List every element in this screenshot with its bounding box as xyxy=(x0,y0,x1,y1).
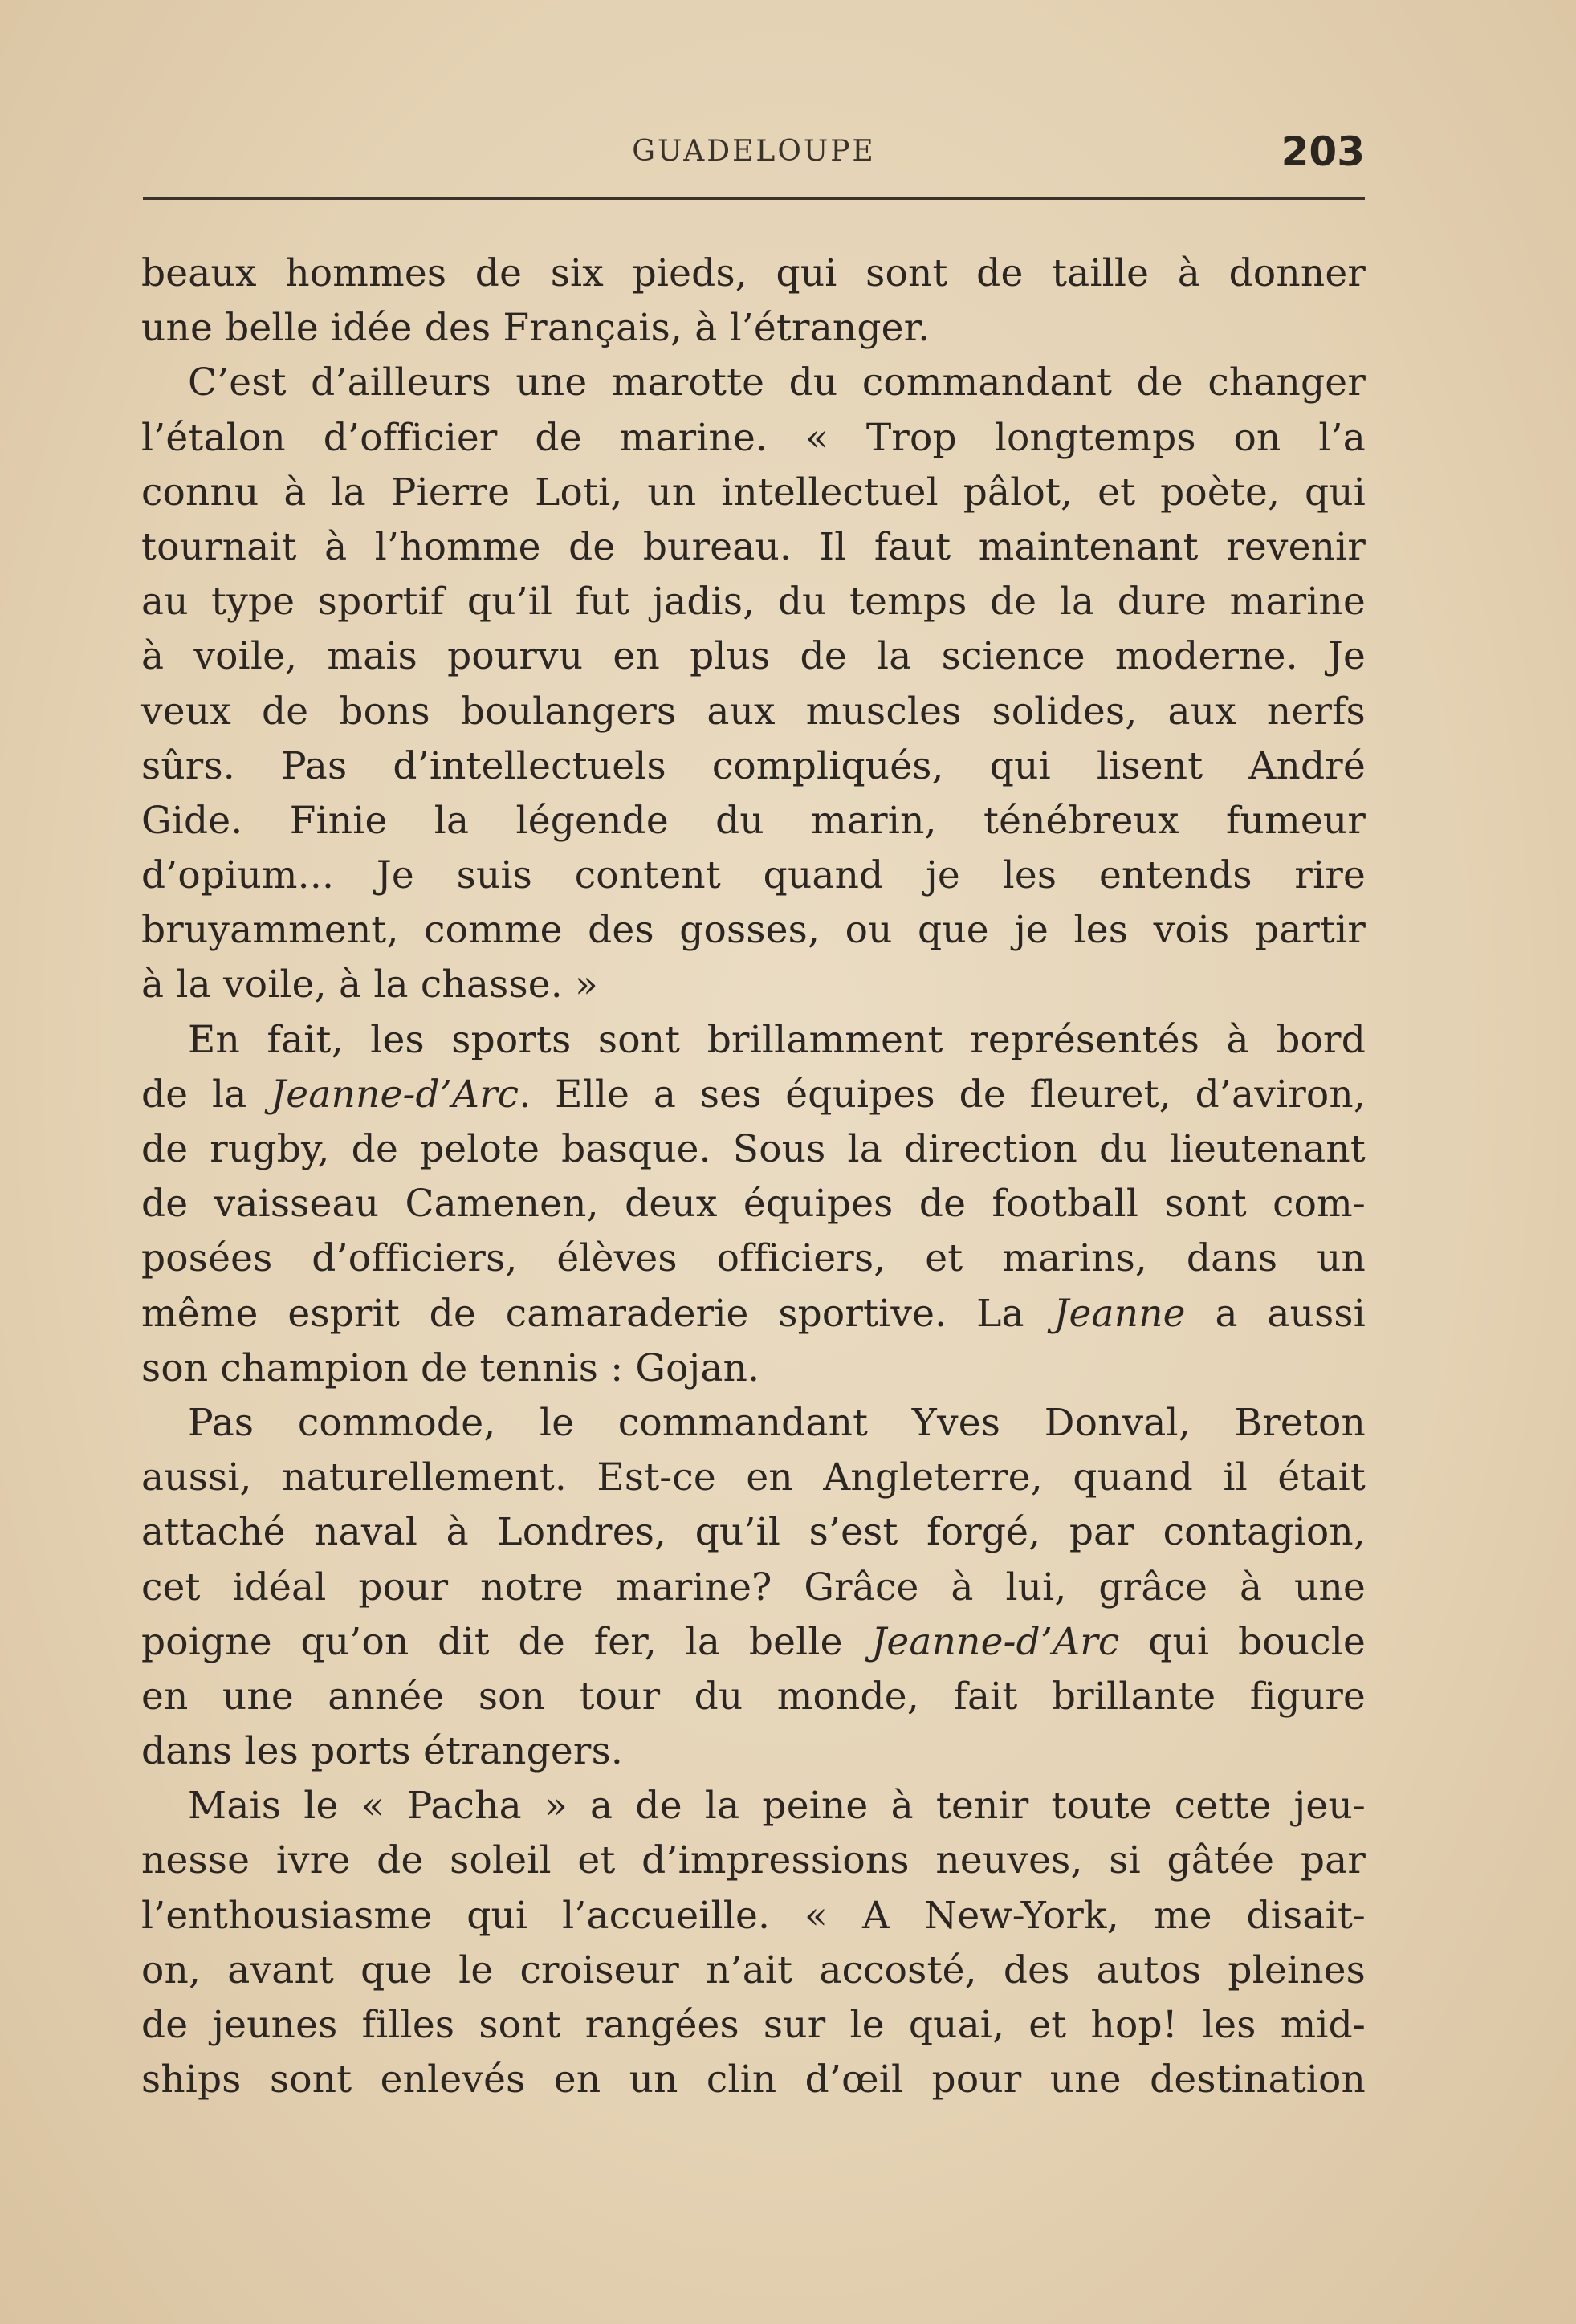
text-line xyxy=(141,1724,1366,1779)
text-line-content: connu à la Pierre Loti, un intellectuel pâlot, et poète, qui xyxy=(141,470,1366,515)
text-line-content: l’enthousiasme qui l’accueille. « A New-York, me disait- xyxy=(141,1893,1366,1938)
text-line-content: l’étalon d’officier de marine. « Trop longtemps on l’a xyxy=(141,415,1366,460)
text-line-content: beaux hommes de six pieds, qui sont de taille à donner xyxy=(141,251,1366,295)
text-line xyxy=(141,1122,1366,1177)
body-text xyxy=(141,246,1366,2107)
italic-ship-name: Jeanne xyxy=(1053,1291,1186,1336)
text-line-content: même esprit de camaraderie sportive. La xyxy=(141,1291,1054,1336)
text-line xyxy=(141,1998,1366,2053)
text-line xyxy=(141,1834,1366,1888)
text-line xyxy=(141,575,1366,629)
text-line-content: sûrs. Pas d’intellectuels compliqués, qui lisent André xyxy=(141,743,1366,788)
text-line xyxy=(141,1889,1366,1943)
text-line xyxy=(141,1779,1366,1834)
text-line xyxy=(141,849,1366,903)
text-line xyxy=(141,1943,1366,1998)
text-line xyxy=(141,356,1366,410)
text-line-content: a aussi xyxy=(1185,1291,1366,1336)
text-line-content: d’opium... Je suis content quand je les entends rire xyxy=(141,853,1366,898)
text-line-content: de la xyxy=(141,1072,271,1117)
text-line-content: aussi, naturellement. Est-ce en Angleterre, quand il était xyxy=(141,1455,1366,1500)
text-line-content: au type sportif qu’il fut jadis, du temps de la dure marine xyxy=(141,580,1366,625)
text-line xyxy=(141,1287,1366,1341)
text-line xyxy=(141,1068,1366,1122)
text-line xyxy=(141,2053,1366,2107)
text-line-content: C’est d’ailleurs une marotte du commandant de changer xyxy=(188,360,1366,405)
text-line-content: bruyamment, comme des gosses, ou que je les vois partir xyxy=(141,908,1366,953)
text-line-content: cet idéal pour notre marine? Grâce à lui, grâce à une xyxy=(141,1565,1366,1610)
text-line-content: Mais le « Pacha » a de la peine à tenir toute cette jeu- xyxy=(188,1784,1366,1829)
text-line-content: veux de bons boulangers aux muscles solides, aux nerfs xyxy=(141,689,1366,734)
text-line xyxy=(141,411,1366,466)
text-line-content: en une année son tour du monde, fait brillante figure xyxy=(141,1674,1366,1719)
text-line xyxy=(141,1396,1366,1451)
text-line xyxy=(141,794,1366,849)
italic-ship-name: Jeanne-d’Arc xyxy=(271,1072,519,1117)
running-head xyxy=(143,128,1365,185)
running-head-title: GUADELOUPE xyxy=(632,135,876,168)
text-line xyxy=(141,629,1366,684)
text-line-content: ships sont enlevés en un clin d’œil pour une destination xyxy=(141,2057,1366,2102)
text-line-content: En fait, les sports sont brillamment représentés à bord xyxy=(188,1017,1366,1062)
text-line-content: de rugby, de pelote basque. Sous la direction du lieutenant xyxy=(141,1127,1366,1171)
text-line-content: nesse ivre de soleil et d’impressions neuves, si gâtée par xyxy=(141,1838,1366,1883)
text-line-content: attaché naval à Londres, qu’il s’est forgé, par contagion, xyxy=(141,1510,1366,1555)
text-line xyxy=(141,1505,1366,1560)
text-line xyxy=(141,466,1366,520)
text-line xyxy=(141,1341,1366,1396)
text-line xyxy=(141,1451,1366,1505)
text-line-content: poigne qu’on dit de fer, la belle xyxy=(141,1619,872,1664)
text-line xyxy=(141,520,1366,575)
text-line-content: son champion de tennis : Gojan. xyxy=(141,1345,760,1390)
header-rule xyxy=(143,197,1365,200)
text-line-content: à voile, mais pourvu en plus de la science moderne. Je xyxy=(141,634,1366,679)
text-line xyxy=(141,739,1366,794)
text-line-content: Pas commode, le commandant Yves Donval, Breton xyxy=(188,1400,1366,1445)
text-line xyxy=(141,903,1366,958)
text-line xyxy=(141,1231,1366,1286)
text-line xyxy=(141,1013,1366,1068)
text-line-content: posées d’officiers, élèves officiers, et marins, dans un xyxy=(141,1236,1366,1281)
text-line-content: tournait à l’homme de bureau. Il faut maintenant revenir xyxy=(141,524,1366,569)
text-line-content: . Elle a ses équipes de fleuret, d’aviron, xyxy=(519,1072,1366,1117)
italic-ship-name: Jeanne-d’Arc xyxy=(871,1619,1120,1664)
text-line-content: qui boucle xyxy=(1119,1619,1366,1664)
text-line-content: de jeunes filles sont rangées sur le quai, et hop! les mid- xyxy=(141,2003,1366,2047)
text-line-content: dans les ports étrangers. xyxy=(141,1729,624,1774)
text-line-content: de vaisseau Camenen, deux équipes de football sont com- xyxy=(141,1182,1366,1227)
text-line xyxy=(141,1177,1366,1231)
text-line xyxy=(141,1670,1366,1724)
text-line xyxy=(141,958,1366,1012)
text-line-content: on, avant que le croiseur n’ait accosté, des autos pleines xyxy=(141,1948,1366,1992)
text-line-content: une belle idée des Français, à l’étranger. xyxy=(141,306,931,351)
page-number: 203 xyxy=(1281,128,1365,175)
text-line-content: à la voile, à la chasse. » xyxy=(141,963,599,1007)
text-line xyxy=(141,246,1366,301)
text-line xyxy=(141,685,1366,739)
text-line xyxy=(141,301,1366,356)
text-line xyxy=(141,1561,1366,1615)
text-line xyxy=(141,1615,1366,1670)
text-line-content: Gide. Finie la légende du marin, ténébreux fumeur xyxy=(141,798,1366,843)
